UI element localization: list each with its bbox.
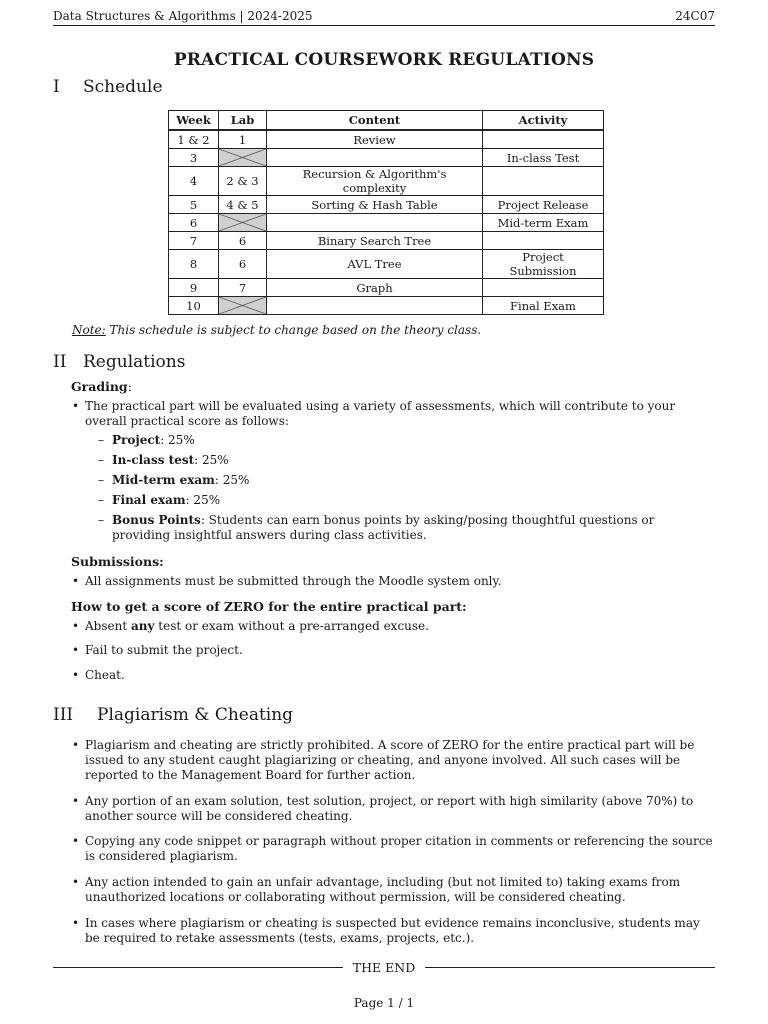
section-heading-schedule: [53, 77, 163, 97]
bullet-icon: •: [72, 916, 80, 930]
submissions-item: • All assignments must be submitted through the Moodle system only.: [72, 574, 502, 588]
plagiarism-item-4: • Any action intended to gain an unfair advantage, including (but not limited to) taking exams from unauthorized locations or collaborating without permission, will be considered cheating.: [72, 875, 681, 904]
cell-content: Sorting & Hash Table: [267, 196, 483, 214]
grading-item-final-exam: – Final exam: 25%: [98, 493, 221, 507]
cell-activity: Project Submission: [483, 250, 604, 279]
crossed-cell-icon: [219, 214, 266, 231]
cell-week: 7: [169, 232, 219, 250]
crossed-cell-icon: [219, 149, 266, 166]
page-number: Page 1 / 1: [353, 996, 415, 1010]
cell-content: Recursion & Algorithm's complexity: [267, 167, 483, 196]
bullet-icon: •: [72, 738, 80, 752]
cell-content: AVL Tree: [267, 250, 483, 279]
bullet-icon: •: [72, 834, 80, 848]
grading-item-bonus: – Bonus Points: Students can earn bonus points by asking/posing thoughtful questions or providing insightful answers during class activities.: [98, 513, 655, 542]
bullet-icon: •: [72, 619, 80, 633]
cell-activity: [483, 232, 604, 250]
end-rule-left: [53, 967, 343, 968]
no-lab-cell: [219, 297, 267, 315]
table-row: [169, 130, 604, 149]
end-text: THE END: [352, 960, 416, 975]
cell-activity: [483, 130, 604, 149]
cell-lab: 6: [219, 250, 267, 279]
cell-week: 6: [169, 214, 219, 232]
schedule-table: [168, 110, 604, 315]
grading-item-project: – Project: 25%: [98, 433, 195, 447]
header-lab: Lab: [219, 111, 267, 131]
cell-activity: [483, 279, 604, 297]
bullet-icon: •: [72, 668, 80, 682]
dash-icon: –: [98, 453, 104, 467]
no-lab-cell: [219, 214, 267, 232]
bullet-icon: •: [72, 794, 80, 808]
plagiarism-item-1: • Plagiarism and cheating are strictly prohibited. A score of ZERO for the entire practical part will be issued to any student caught plagiarizing or cheating, and anyone involved. All such cases will be reported to the Management Board for further action.: [72, 738, 695, 782]
section-heading-regulations: [53, 352, 185, 372]
submissions-heading: Submissions:: [71, 554, 164, 569]
cell-week: 4: [169, 167, 219, 196]
section-number: II: [53, 352, 67, 372]
end-rule-right: [425, 967, 715, 968]
cell-week: 9: [169, 279, 219, 297]
note-label: Note:: [72, 323, 106, 337]
cell-activity: Mid-term Exam: [483, 214, 604, 232]
no-lab-cell: [219, 149, 267, 167]
zero-item-project: • Fail to submit the project.: [72, 643, 243, 657]
cell-lab: 7: [219, 279, 267, 297]
schedule-note: [72, 323, 481, 337]
end-marker: [53, 960, 715, 975]
section-title: Regulations: [83, 352, 186, 372]
dash-icon: –: [98, 433, 104, 447]
course-code: 24C07: [675, 9, 715, 23]
document-title: PRACTICAL COURSEWORK REGULATIONS: [173, 50, 595, 70]
zero-score-heading: How to get a score of ZERO for the entire practical part:: [71, 599, 467, 614]
cell-lab: 2 & 3: [219, 167, 267, 196]
bullet-icon: •: [72, 643, 80, 657]
cell-content: Review: [267, 130, 483, 149]
grading-item-mid-term: – Mid-term exam: 25%: [98, 473, 250, 487]
table-row: [169, 297, 604, 315]
bullet-icon: •: [72, 399, 80, 413]
cell-week: 10: [169, 297, 219, 315]
table-row: [169, 214, 604, 232]
cell-content: Binary Search Tree: [267, 232, 483, 250]
cell-content: Graph: [267, 279, 483, 297]
table-row: [169, 167, 604, 196]
cell-week: 8: [169, 250, 219, 279]
section-heading-plagiarism: [53, 705, 293, 725]
cell-content: [267, 149, 483, 167]
bullet-icon: •: [72, 574, 80, 588]
section-title: Schedule: [83, 77, 163, 97]
grading-heading: Grading:: [71, 379, 132, 394]
plagiarism-item-2: • Any portion of an exam solution, test solution, project, or report with high similarity (above 70%) to another source will be considered cheating.: [72, 794, 694, 823]
cell-activity: [483, 167, 604, 196]
note-text: This schedule is subject to change based on the theory class.: [105, 323, 482, 337]
crossed-cell-icon: [219, 297, 266, 314]
grading-item-in-class-test: – In-class test: 25%: [98, 453, 229, 467]
table-row: [169, 279, 604, 297]
section-number: III: [53, 705, 74, 725]
dash-icon: –: [98, 473, 104, 487]
course-name: Data Structures & Algorithms | 2024-2025: [53, 9, 313, 23]
cell-activity: Project Release: [483, 196, 604, 214]
table-row: [169, 149, 604, 167]
table-row: [169, 232, 604, 250]
page-header: [53, 5, 715, 26]
cell-lab: 1: [219, 130, 267, 149]
plagiarism-item-5: • In cases where plagiarism or cheating is suspected but evidence remains inconclusive, students may be required to retake assessments (tests, exams, projects, etc.).: [72, 916, 700, 945]
cell-week: 5: [169, 196, 219, 214]
section-number: I: [53, 77, 60, 97]
plagiarism-item-3: • Copying any code snippet or paragraph without proper citation in comments or referencing the source is considered plagiarism.: [72, 834, 713, 863]
header-activity: Activity: [483, 111, 604, 131]
zero-item-cheat: • Cheat.: [72, 668, 125, 682]
header-content: Content: [267, 111, 483, 131]
cell-activity: In-class Test: [483, 149, 604, 167]
section-title: Plagiarism & Cheating: [97, 705, 294, 725]
dash-icon: –: [98, 513, 104, 527]
table-header-row: [169, 111, 604, 131]
table-row: [169, 250, 604, 279]
grading-intro: • The practical part will be evaluated using a variety of assessments, which will contribute to your overall practical score as follows:: [72, 399, 676, 428]
cell-week: 3: [169, 149, 219, 167]
cell-activity: Final Exam: [483, 297, 604, 315]
cell-week: 1 & 2: [169, 130, 219, 149]
dash-icon: –: [98, 493, 104, 507]
cell-lab: 6: [219, 232, 267, 250]
zero-item-absent: • Absent any test or exam without a pre-arranged excuse.: [72, 619, 429, 633]
header-week: Week: [169, 111, 219, 131]
cell-content: [267, 214, 483, 232]
cell-lab: 4 & 5: [219, 196, 267, 214]
bullet-icon: •: [72, 875, 80, 889]
cell-content: [267, 297, 483, 315]
table-row: [169, 196, 604, 214]
